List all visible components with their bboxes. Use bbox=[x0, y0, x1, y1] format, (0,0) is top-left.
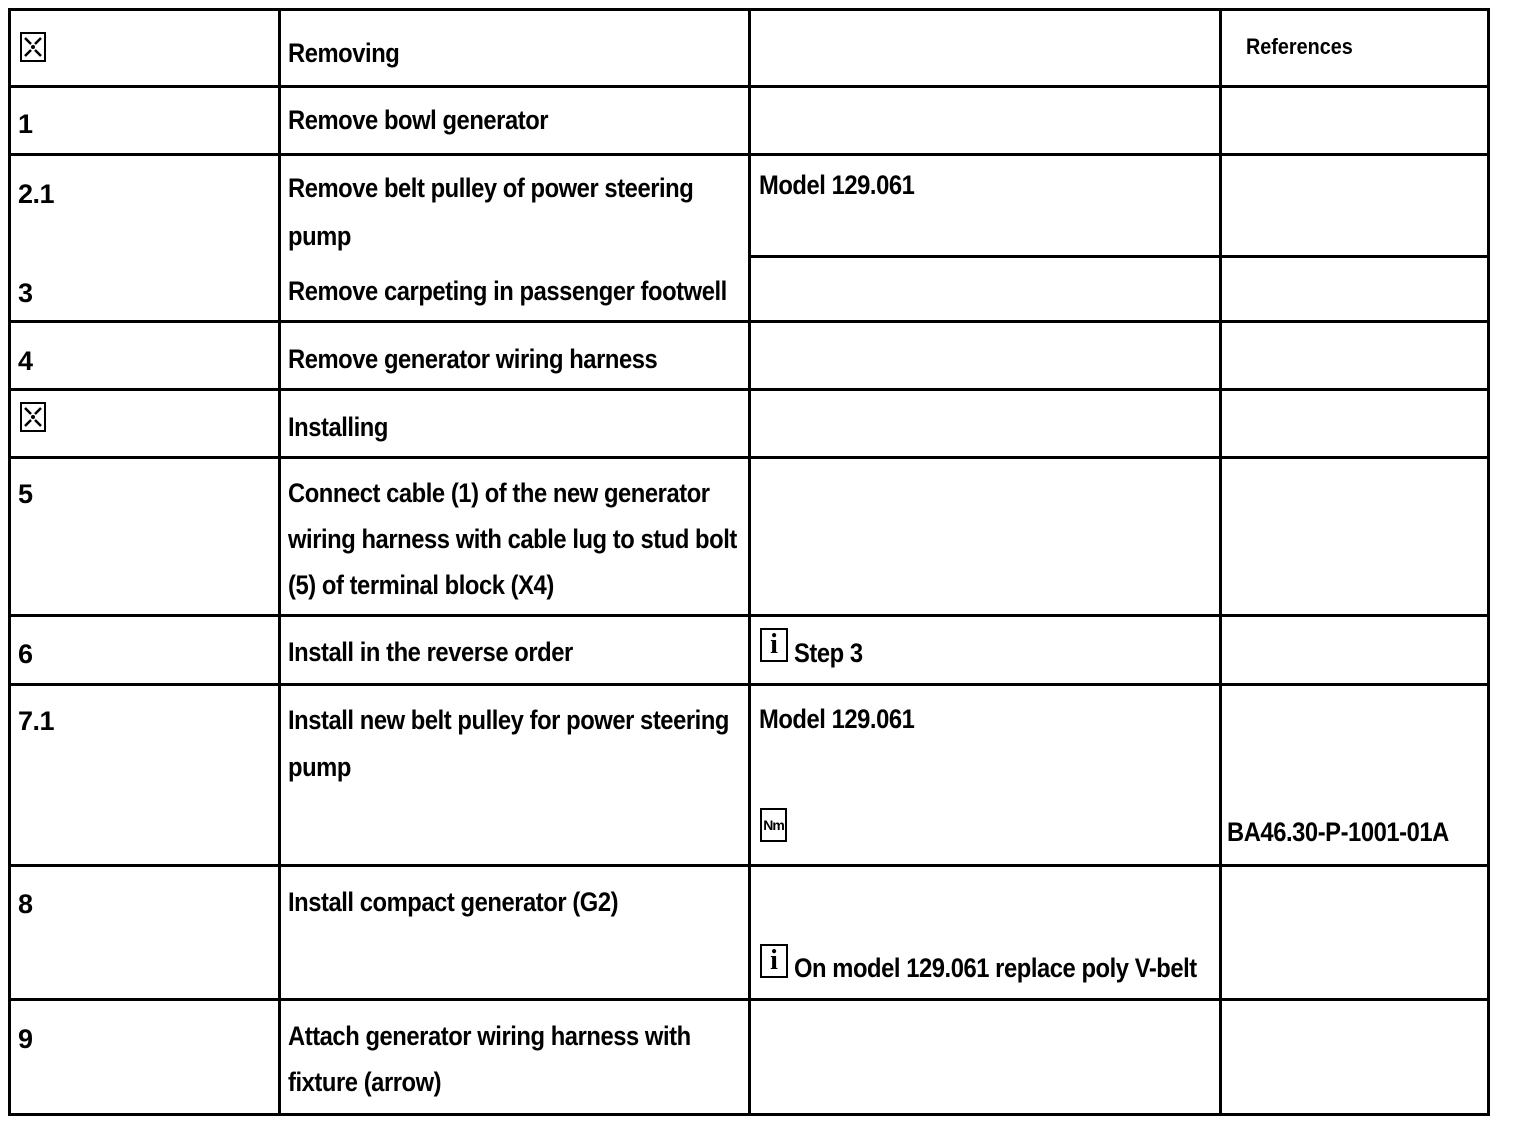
tool-icon bbox=[20, 402, 46, 432]
table-border-right bbox=[1487, 8, 1490, 1116]
row-divider bbox=[8, 456, 1490, 459]
step-note: On model 129.061 replace poly V-belt bbox=[794, 953, 1197, 983]
step-instruction: Remove belt pulley of power steering bbox=[288, 173, 694, 203]
step-number: 9 bbox=[18, 1024, 33, 1054]
step-instruction: (5) of terminal block (X4) bbox=[288, 570, 554, 600]
row-divider bbox=[8, 998, 1490, 1001]
row-divider bbox=[8, 320, 1490, 323]
step-instruction: Install compact generator (G2) bbox=[288, 887, 619, 917]
row-divider bbox=[8, 683, 1490, 686]
row-divider bbox=[8, 153, 1490, 156]
row-divider bbox=[8, 614, 1490, 617]
step-instruction: Attach generator wiring harness with bbox=[288, 1021, 691, 1051]
info-icon: i bbox=[760, 944, 788, 978]
table-border-top bbox=[8, 8, 1490, 11]
section-title-installing: Installing bbox=[288, 412, 388, 442]
step-number: 3 bbox=[18, 278, 33, 308]
reference-link[interactable]: BA46.30-P-1001-01A bbox=[1227, 817, 1449, 847]
step-instruction: Install new belt pulley for power steering bbox=[288, 705, 729, 735]
info-icon: i bbox=[760, 628, 788, 662]
row-divider bbox=[8, 85, 1490, 88]
step-number: 5 bbox=[18, 479, 33, 509]
table-border-bottom bbox=[8, 1113, 1490, 1116]
step-number: 2.1 bbox=[18, 179, 55, 209]
row-divider bbox=[8, 388, 1490, 391]
section-title-removing: Removing bbox=[288, 38, 400, 68]
torque-icon: Nm bbox=[760, 808, 787, 842]
column-divider-1 bbox=[278, 8, 281, 1116]
tool-icon bbox=[20, 32, 46, 62]
column-divider-3 bbox=[1219, 8, 1222, 1116]
procedure-table bbox=[8, 8, 1490, 1116]
step-number: 8 bbox=[18, 889, 33, 919]
step-instruction: pump bbox=[288, 752, 351, 782]
step-note: Step 3 bbox=[794, 638, 863, 668]
step-instruction: pump bbox=[288, 221, 351, 251]
step-instruction: Remove bowl generator bbox=[288, 105, 549, 135]
step-number: 4 bbox=[18, 346, 33, 376]
step-note: Model 129.061 bbox=[759, 704, 915, 734]
step-instruction: Install in the reverse order bbox=[288, 637, 573, 667]
step-instruction: Connect cable (1) of the new generator bbox=[288, 478, 710, 508]
table-border-left bbox=[8, 8, 11, 1116]
row-divider bbox=[8, 864, 1490, 867]
step-number: 6 bbox=[18, 639, 33, 669]
column-divider-2 bbox=[748, 8, 751, 1116]
step-instruction: fixture (arrow) bbox=[288, 1067, 442, 1097]
step-number: 7.1 bbox=[18, 706, 55, 736]
row-divider-partial bbox=[749, 255, 1490, 258]
step-instruction: wiring harness with cable lug to stud bolt bbox=[288, 524, 737, 554]
step-note: Model 129.061 bbox=[759, 170, 915, 200]
step-number: 1 bbox=[18, 109, 33, 139]
references-header: References bbox=[1246, 34, 1353, 59]
step-instruction: Remove carpeting in passenger footwell bbox=[288, 276, 727, 306]
step-instruction: Remove generator wiring harness bbox=[288, 344, 658, 374]
